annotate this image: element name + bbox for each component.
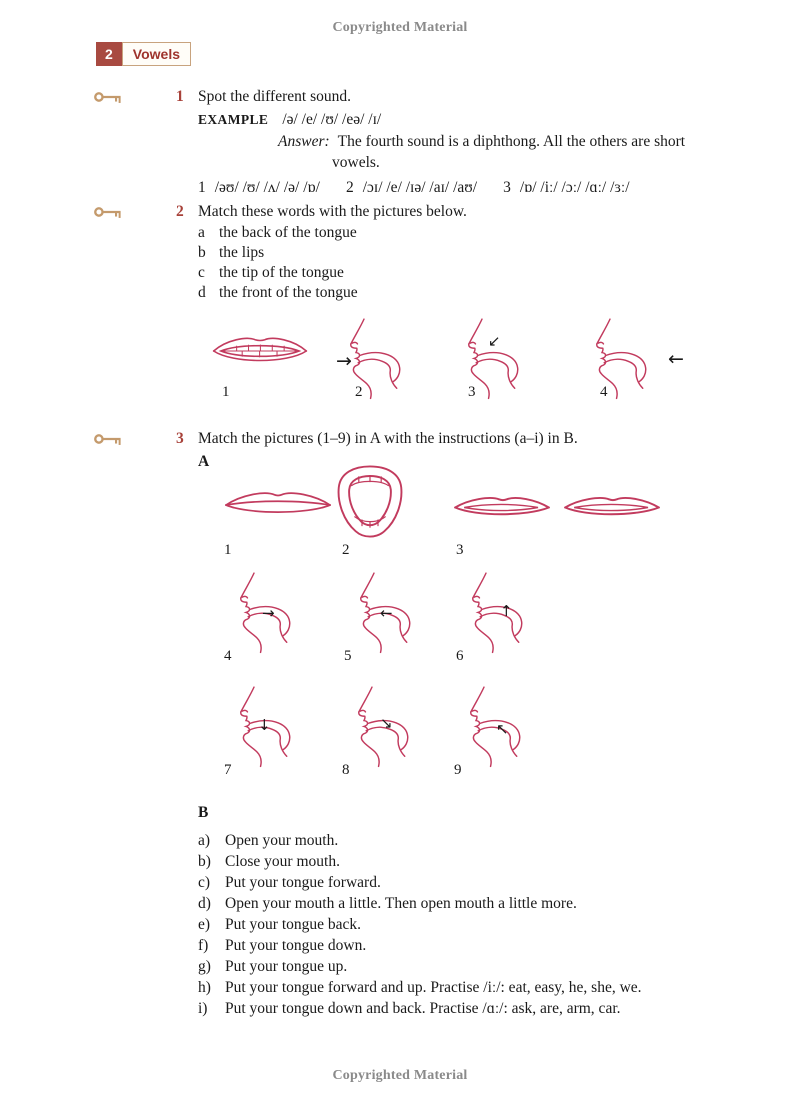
- arrow-left-icon: ←: [380, 604, 393, 622]
- option-letter: d: [198, 284, 206, 301]
- picture-number: 4: [224, 648, 232, 664]
- sound-item: [503, 178, 629, 198]
- sound-item: [346, 178, 477, 198]
- open-mouth-icon: [330, 464, 410, 540]
- option-text: the front of the tongue: [219, 284, 358, 301]
- arrow-right-icon: →: [336, 350, 352, 372]
- item-sounds: /ɔɪ/ /e/ /ɪə/ /aɪ/ /aʊ/: [362, 179, 478, 196]
- picture-number: 6: [456, 648, 464, 664]
- exercise1-number: 1: [176, 88, 184, 105]
- instruction-text: Open your mouth a little. Then open mouth a little more.: [225, 895, 577, 912]
- item-number: 3: [503, 179, 511, 196]
- example-sounds: /ə/ /e/ /ʊ/ /eə/ /ɪ/: [282, 111, 382, 128]
- picture-number: 8: [342, 762, 350, 778]
- section-a-label: A: [198, 453, 210, 470]
- instruction-item: [198, 914, 642, 935]
- instruction-text: Close your mouth.: [225, 853, 340, 870]
- example-answer: [198, 131, 698, 173]
- item-number: 1: [198, 179, 206, 196]
- example-label: EXAMPLE: [198, 112, 269, 127]
- option-text: the back of the tongue: [219, 224, 357, 241]
- picture-number: 9: [454, 762, 462, 778]
- instruction-item: [198, 872, 642, 893]
- exercise3: [198, 429, 740, 472]
- exercise2: [198, 202, 740, 303]
- instruction-text: Put your tongue back.: [225, 916, 362, 933]
- face-profile-icon: [454, 570, 534, 665]
- option-letter: b: [198, 244, 206, 261]
- instruction-letter: d): [198, 895, 211, 912]
- picture-number: 7: [224, 762, 232, 778]
- option-letter: c: [198, 264, 205, 281]
- picture-number: 3: [468, 384, 476, 400]
- face-profile-icon: [450, 316, 530, 411]
- chapter-header: [96, 42, 191, 66]
- chapter-title-badge: Vowels: [122, 42, 191, 66]
- picture-number: 2: [355, 384, 363, 400]
- item-number: 2: [345, 179, 354, 196]
- exercise1-items: [198, 178, 740, 198]
- option-item: [198, 223, 740, 243]
- instruction-item: [198, 977, 642, 998]
- arrow-up-left-icon: ↖: [496, 720, 509, 738]
- option-text: the tip of the tongue: [219, 264, 344, 281]
- chapter-number-badge: 2: [96, 42, 122, 66]
- exercise3-number: 3: [176, 430, 184, 447]
- option-item: [198, 243, 740, 263]
- arrow-down-left-icon: ↙: [488, 332, 501, 350]
- exercise2-title: Match these words with the pictures below.: [198, 203, 467, 220]
- instruction-item: [198, 893, 642, 914]
- picture-number: 1: [224, 542, 232, 558]
- instruction-letter: e): [198, 916, 211, 933]
- arrow-left-icon: ←: [668, 348, 684, 370]
- instruction-letter: b): [198, 853, 211, 870]
- instruction-letter: f): [198, 937, 209, 954]
- example-line: [198, 110, 740, 130]
- arrow-right-icon: →: [262, 604, 275, 622]
- instruction-text: Put your tongue forward and up. Practise /iː/: eat, easy, he, she, we.: [225, 979, 642, 996]
- instruction-text: Put your tongue down and back. Practise /ɑː/: ask, are, arm, car.: [225, 1000, 621, 1017]
- arrow-down-right-icon: ↘: [380, 714, 393, 732]
- instruction-letter: a): [198, 832, 211, 849]
- key-icon: [93, 90, 123, 109]
- picture-number: 1: [222, 384, 230, 400]
- option-item: [198, 283, 740, 303]
- option-item: [198, 263, 740, 283]
- instruction-item: [198, 851, 642, 872]
- key-icon: [93, 205, 123, 224]
- item-sounds: /ɒ/ /iː/ /ɔː/ /ɑː/ /ɜː/: [519, 179, 630, 196]
- instruction-item: [198, 998, 642, 1019]
- instruction-text: Open your mouth.: [225, 832, 339, 849]
- lips-closed-icon: [222, 488, 334, 517]
- instruction-letter: i): [198, 1000, 208, 1017]
- exercise2-options: [198, 223, 740, 303]
- picture-number: 3: [456, 542, 464, 558]
- instruction-item: [198, 956, 642, 977]
- instruction-text: Put your tongue forward.: [225, 874, 381, 891]
- copyright-notice-top: Copyrighted Material: [332, 20, 468, 35]
- picture-number: 5: [344, 648, 352, 664]
- sound-item: [198, 178, 320, 198]
- face-profile-icon: [578, 316, 658, 411]
- exercise2-number: 2: [176, 203, 184, 220]
- instruction-letter: h): [198, 979, 211, 996]
- instruction-item: [198, 830, 642, 851]
- instruction-letter: c): [198, 874, 211, 891]
- picture-number: 4: [600, 384, 608, 400]
- lips-front-icon: [210, 332, 310, 370]
- instruction-item: [198, 935, 642, 956]
- item-sounds: /əʊ/ /ʊ/ /ʌ/ /ə/ /ɒ/: [214, 179, 320, 196]
- arrow-up-icon: ↑: [500, 602, 513, 620]
- instruction-text: Put your tongue down.: [225, 937, 367, 954]
- lips-slightly-open-icon: [562, 494, 662, 521]
- picture-number: 2: [342, 542, 350, 558]
- exercise1: [198, 87, 740, 198]
- arrow-down-icon: ↓: [258, 716, 271, 734]
- instruction-letter: g): [198, 958, 211, 975]
- answer-text: The fourth sound is a diphthong. All the others are short vowels.: [332, 133, 686, 171]
- option-text: the lips: [219, 244, 265, 261]
- option-letter: a: [198, 224, 205, 241]
- lips-slightly-open-icon: [452, 494, 552, 521]
- exercise3-title: Match the pictures (1–9) in A with the instructions (a–i) in B.: [198, 430, 578, 447]
- instruction-text: Put your tongue up.: [225, 958, 348, 975]
- face-profile-icon: [452, 684, 532, 779]
- exercise3-instructions: [198, 830, 642, 1019]
- key-icon: [93, 432, 123, 451]
- answer-label: Answer:: [278, 133, 330, 150]
- exercise1-title: Spot the different sound.: [198, 88, 351, 105]
- section-b-label: B: [198, 804, 209, 821]
- copyright-notice-bottom: Copyrighted Material: [332, 1068, 468, 1083]
